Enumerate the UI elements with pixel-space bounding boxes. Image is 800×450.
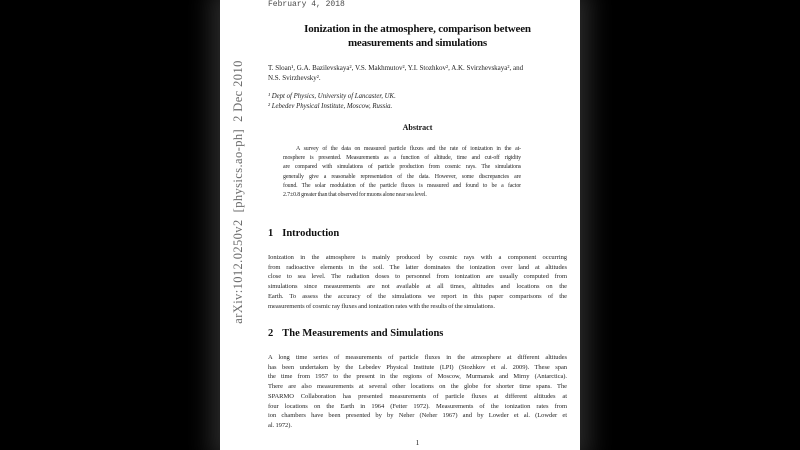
- page-number: 1: [415, 438, 420, 447]
- affiliation-1: ¹ Dept of Physics, University of Lancaster, UK.: [268, 93, 396, 100]
- section-1-heading: [268, 227, 339, 241]
- text-line: A survey of the data on measured particle fluxes and the rate of ionization in the at-: [296, 146, 521, 152]
- text-line: Earth. To assess the accuracy of the simulations we report in this paper comparisons of the: [268, 292, 567, 300]
- paper-title-line1: Ionization in the atmosphere, comparison between: [304, 23, 531, 35]
- text-line: generally give a reasonable representation of the data. However, some discrepancies are: [283, 173, 521, 180]
- author-list-line2: N.S. Svirzhevsky².: [268, 74, 321, 82]
- affiliation-2: ² Lebedev Physical Institute, Moscow, Russia.: [268, 102, 393, 110]
- text-line: mosphere is presented. Measurements as a function of altitude, time and cut-off rigidity: [283, 155, 521, 162]
- paper-title: [258, 23, 577, 50]
- text-line: close to sea level. The radiation doses to personnel from ionization are usually computed from: [268, 273, 567, 281]
- text-line: A long time series of measurements of particle fluxes in the atmosphere at different altitudes: [268, 354, 567, 361]
- text-column: [268, 0, 567, 450]
- text-line: Ionization in the atmosphere is mainly produced by cosmic rays with a component occurring: [268, 254, 567, 261]
- abstract-heading: Abstract: [402, 123, 433, 132]
- section-1-text: [268, 253, 567, 311]
- text-line: al. 1972).: [268, 421, 292, 429]
- letterbox-left: [0, 0, 220, 450]
- section-2-text: [268, 353, 567, 431]
- abstract-text: [283, 145, 521, 200]
- author-list: [268, 63, 567, 83]
- section-1-title: Introduction: [282, 228, 340, 239]
- text-line: from radioactive elements in the soil. The latter dominates the ionization over land at altitudes: [268, 263, 567, 271]
- text-line: four locations on the Earth in 1964 (Feiter 1972). Measurements of the ionization rates from: [268, 402, 567, 410]
- text-line: found. The solar modulation of the particle fluxes is measured and found to be a factor: [283, 182, 521, 189]
- text-line: There are also measurements at several other locations on the globe for shorter time spans. The: [268, 383, 567, 391]
- text-line: simulations since measurements are not available at all times, altitudes and locations on the: [268, 283, 567, 291]
- text-line: SPARMO Collaboration has presented measurements of particle fluxes at different altitudes at: [268, 392, 567, 400]
- paper-title-line2: measurements and simulations: [347, 36, 488, 49]
- paper-page: [220, 0, 580, 450]
- text-line: has been undertaken by the Lebedev Physical Institute (LPI) (Stozhkov et al. 2009). These span: [268, 363, 567, 371]
- section-2-heading: [268, 327, 443, 341]
- arxiv-stamp: arXiv:1012.0250v2 [physics.ao-ph] 2 Dec 2010: [231, 60, 245, 324]
- text-line: 2.7±0.8 greater than that observed for muons alone near sea level.: [283, 192, 427, 199]
- text-line: the time from 1957 to the present in the regions of Moscow, Murmansk and Mirny (Antarctica).: [268, 373, 567, 381]
- section-2-title: The Measurements and Simulations: [282, 328, 444, 339]
- letterbox-right: [580, 0, 800, 450]
- text-line: measurements of cosmic ray fluxes and ionization rates with the results of the simulations.: [268, 302, 495, 310]
- affiliations: [268, 92, 396, 111]
- section-1-number: 1: [268, 228, 274, 239]
- date-header: February 4, 2018: [268, 0, 345, 9]
- author-list-line1: T. Sloan¹, G.A. Bazilevskaya², V.S. Makhmutov², Y.I. Stozhkov², A.K. Svirzhevskaya², and: [268, 64, 524, 72]
- text-line: are compared with simulations of particle production from cosmic rays. The simulations: [283, 164, 521, 171]
- text-line: ion chambers have been presented by by Neher (Neher 1967) and by Lowder et al. (Lowder et: [268, 412, 567, 420]
- section-2-number: 2: [268, 328, 274, 339]
